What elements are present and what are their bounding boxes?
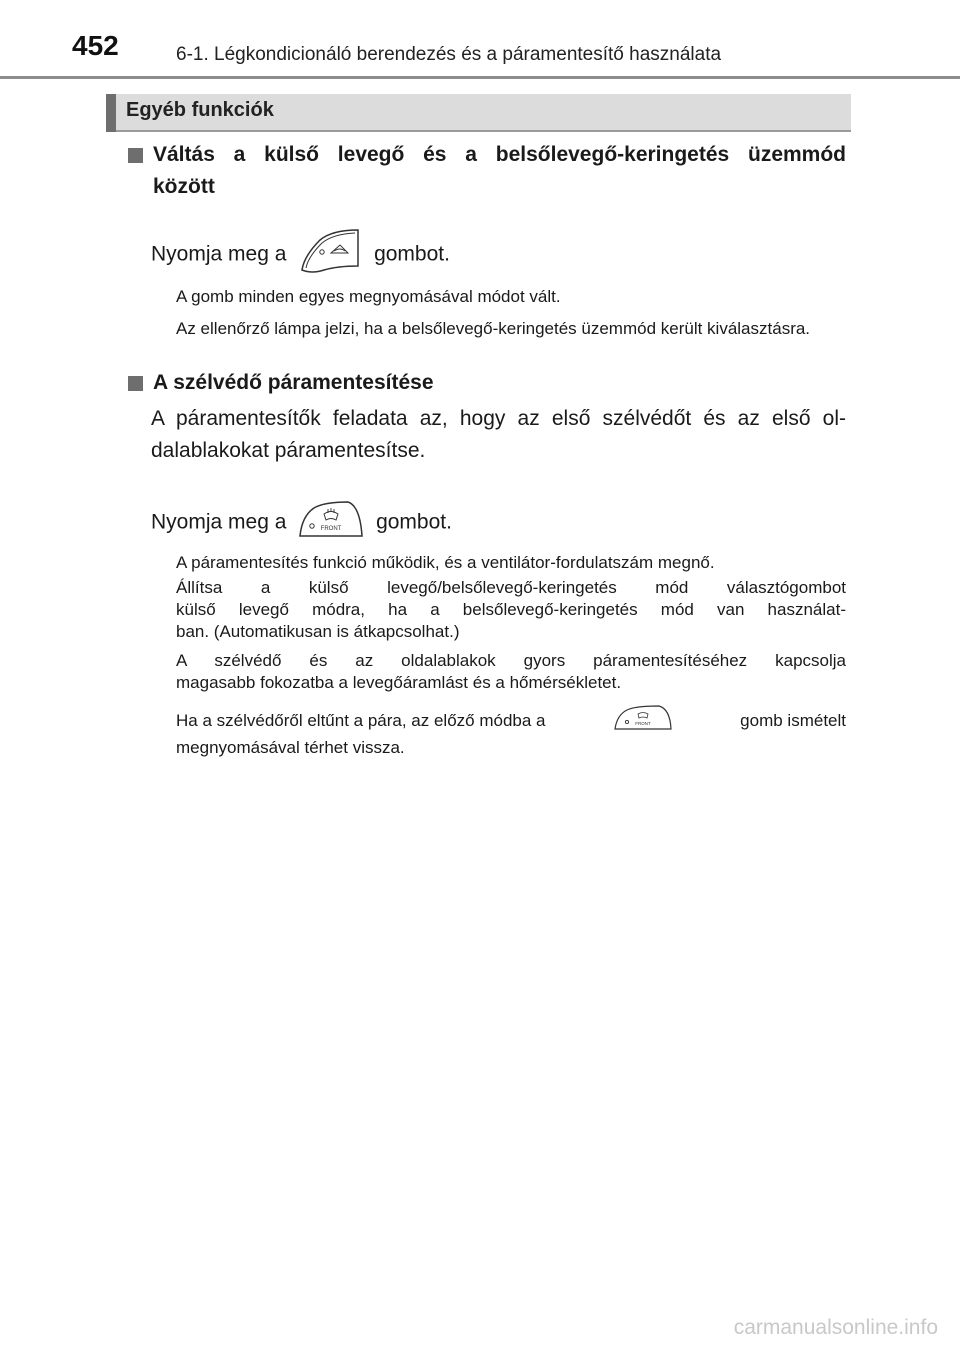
bullet-square-icon — [128, 376, 143, 391]
note-line: Állítsa a külső levegő/belsőlevegő-keringetés mód választógombot — [176, 578, 846, 597]
watermark: carmanualsonline.info — [733, 1316, 938, 1339]
note-fast-defrost — [176, 650, 846, 694]
note-line: A szélvédő és az oldalablakok gyors páramentesítéséhez kapcsolja — [176, 651, 846, 670]
note-text-before: Ha a szélvédőről eltűnt a pára, az előző módba a — [176, 711, 546, 730]
note-return-line2: megnyomásával térhet vissza. — [176, 738, 405, 757]
note-mode-change: A gomb minden egyes megnyomásával módot vált. — [176, 287, 561, 306]
chapter-title: 6-1. Légkondicionáló berendezés és a páramentesítő használata — [176, 44, 722, 65]
step-text-before: Nyomja meg a — [151, 510, 287, 534]
button-label: FRONT — [635, 721, 651, 726]
note-text-after: gomb ismételt — [740, 711, 846, 730]
note-return-mode — [176, 705, 846, 759]
subsection-heading-defrost: A szélvédő páramentesítése — [153, 371, 434, 394]
note-line: külső levegő módra, ha a belsőlevegő-keringetés mód van használat- — [176, 600, 846, 619]
defrost-intro — [151, 403, 846, 467]
subsection-heading-recirculation — [153, 138, 846, 172]
button-label: FRONT — [320, 526, 342, 532]
front-defroster-button-icon — [298, 500, 364, 546]
note-indicator: Az ellenőrző lámpa jelzi, ha a belsőlevegő-keringetés üzemmód került kiválasztásra. — [176, 319, 811, 338]
page-number: 452 — [72, 30, 119, 61]
note-line: magasabb fokozatba a levegőáramlást és a hőmérsékletet. — [176, 673, 622, 692]
note-return-line1 — [176, 705, 846, 737]
section-accent — [106, 94, 116, 132]
note-defrost-active: A páramentesítés funkció működik, és a ventilátor-fordulatszám megnő. — [176, 553, 715, 572]
step-text-after: gombot. — [376, 510, 452, 534]
step-press-recirculation — [151, 226, 450, 284]
intro-line-2: dalablakokat páramentesítse. — [151, 439, 426, 462]
section-header — [106, 94, 851, 132]
bullet-square-icon — [128, 148, 143, 163]
step-text-before: Nyomja meg a — [151, 242, 287, 266]
note-line: ban. (Automatikusan is átkapcsolhat.) — [176, 622, 460, 641]
note-outside-air — [176, 577, 846, 643]
recirculation-button-icon — [298, 226, 362, 284]
step-text-after: gombot. — [374, 242, 450, 266]
heading-line-1: Váltás a külső levegő és a belsőlevegő-keringetés üzemmód — [153, 143, 846, 166]
section-title: Egyéb funkciók — [126, 99, 274, 121]
subsection-heading-recirculation-line2: között — [153, 175, 215, 198]
step-press-defroster — [151, 500, 452, 546]
header-divider — [0, 76, 960, 79]
front-defroster-button-icon — [613, 705, 673, 737]
intro-line-1: A páramentesítők feladata az, hogy az első szélvédőt és az első ol- — [151, 407, 846, 430]
